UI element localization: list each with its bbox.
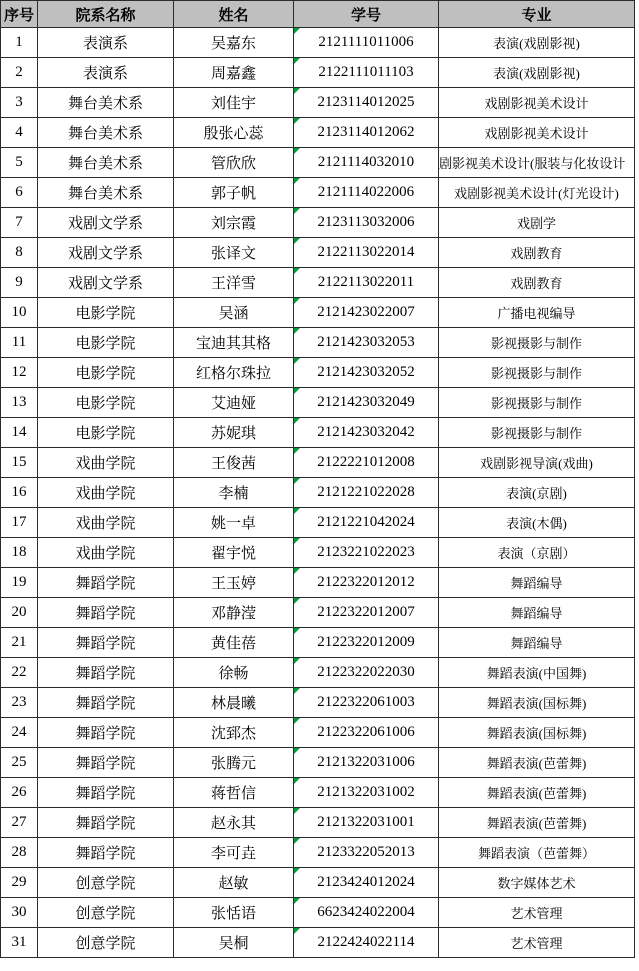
cell-student_id[interactable]	[294, 928, 439, 958]
green-corner-indicator-icon	[294, 58, 300, 64]
cell-major[interactable]: 影视摄影与制作	[439, 328, 635, 358]
cell-name[interactable]: 苏妮琪	[174, 418, 294, 448]
cell-student_id[interactable]	[294, 358, 439, 388]
cell-seq[interactable]: 20	[1, 598, 38, 628]
cell-name[interactable]: 邓静滢	[174, 598, 294, 628]
cell-seq[interactable]: 4	[1, 118, 38, 148]
table-row	[1, 118, 635, 148]
cell-seq[interactable]: 26	[1, 778, 38, 808]
cell-name[interactable]: 殷张心蕊	[174, 118, 294, 148]
green-corner-indicator-icon	[294, 508, 300, 514]
cell-student_id[interactable]	[294, 538, 439, 568]
cell-department[interactable]: 戏曲学院	[38, 478, 174, 508]
cell-department[interactable]: 舞蹈学院	[38, 718, 174, 748]
cell-seq[interactable]: 8	[1, 238, 38, 268]
cell-name[interactable]: 王玉婷	[174, 568, 294, 598]
cell-department[interactable]: 创意学院	[38, 928, 174, 958]
cell-major[interactable]: 广播电视编导	[439, 298, 635, 328]
cell-department[interactable]: 创意学院	[38, 898, 174, 928]
table-row	[1, 148, 635, 178]
table-row	[1, 478, 635, 508]
student-id-value: 2121114032010	[317, 154, 415, 170]
table-row	[1, 388, 635, 418]
cell-department[interactable]: 舞台美术系	[38, 148, 174, 178]
green-corner-indicator-icon	[294, 358, 300, 364]
header-cell-seq[interactable]: 序号	[1, 1, 38, 28]
cell-major[interactable]: 舞蹈表演(中国舞)	[439, 658, 635, 688]
cell-student_id[interactable]	[294, 268, 439, 298]
table-row	[1, 58, 635, 88]
cell-department[interactable]: 戏曲学院	[38, 448, 174, 478]
cell-department[interactable]: 舞台美术系	[38, 88, 174, 118]
student-id-value: 2122322012012	[317, 574, 415, 590]
student-id-value: 2121423032052	[317, 364, 415, 380]
green-corner-indicator-icon	[294, 88, 300, 94]
green-corner-indicator-icon	[294, 778, 300, 784]
cell-major[interactable]: 舞蹈表演(芭蕾舞)	[439, 808, 635, 838]
major-value-overflowing: 剧影视美术设计(服装与化妆设计	[439, 156, 626, 171]
cell-student_id[interactable]	[294, 898, 439, 928]
cell-student_id[interactable]	[294, 478, 439, 508]
green-corner-indicator-icon	[294, 298, 300, 304]
cell-student_id[interactable]	[294, 208, 439, 238]
green-corner-indicator-icon	[294, 148, 300, 154]
table-row	[1, 658, 635, 688]
cell-student_id[interactable]	[294, 718, 439, 748]
cell-seq[interactable]: 7	[1, 208, 38, 238]
student-id-value: 2123114012025	[317, 94, 415, 110]
table-row	[1, 598, 635, 628]
student-id-value: 2122322061003	[317, 694, 415, 710]
cell-major[interactable]: 舞蹈表演（芭蕾舞）	[439, 838, 635, 868]
student-id-value: 2121423032049	[317, 394, 415, 410]
student-id-value: 2121423022007	[317, 304, 415, 320]
cell-student_id[interactable]	[294, 58, 439, 88]
cell-major[interactable]: 舞蹈编导	[439, 568, 635, 598]
cell-major[interactable]: 艺术管理	[439, 928, 635, 958]
cell-major[interactable]: 戏剧学	[439, 208, 635, 238]
student-id-value: 2122424022114	[317, 934, 415, 950]
green-corner-indicator-icon	[294, 538, 300, 544]
cell-student_id[interactable]	[294, 628, 439, 658]
green-corner-indicator-icon	[294, 718, 300, 724]
table-row	[1, 688, 635, 718]
cell-student_id[interactable]	[294, 658, 439, 688]
cell-name[interactable]: 刘佳宇	[174, 88, 294, 118]
cell-major[interactable]: 舞蹈编导	[439, 628, 635, 658]
header-cell-name[interactable]: 姓名	[174, 1, 294, 28]
cell-name[interactable]: 周嘉鑫	[174, 58, 294, 88]
cell-student_id[interactable]	[294, 748, 439, 778]
green-corner-indicator-icon	[294, 178, 300, 184]
cell-department[interactable]: 电影学院	[38, 418, 174, 448]
cell-seq[interactable]: 12	[1, 358, 38, 388]
cell-major[interactable]: 舞蹈表演(国标舞)	[439, 688, 635, 718]
cell-student_id[interactable]	[294, 148, 439, 178]
cell-department[interactable]: 戏剧文学系	[38, 208, 174, 238]
student-id-value: 2121423032042	[317, 424, 415, 440]
cell-department[interactable]: 舞蹈学院	[38, 568, 174, 598]
cell-student_id[interactable]	[294, 178, 439, 208]
table-row	[1, 268, 635, 298]
cell-seq[interactable]: 9	[1, 268, 38, 298]
cell-name[interactable]: 赵敏	[174, 868, 294, 898]
cell-major[interactable]: 舞蹈表演(芭蕾舞)	[439, 778, 635, 808]
table-row	[1, 508, 635, 538]
table-row	[1, 358, 635, 388]
cell-seq[interactable]: 21	[1, 628, 38, 658]
cell-department[interactable]: 表演系	[38, 28, 174, 58]
student-id-value: 2121111011006	[318, 34, 414, 50]
student-id-value: 2123322052013	[317, 844, 415, 860]
cell-department[interactable]: 电影学院	[38, 298, 174, 328]
cell-name[interactable]: 宝迪其其格	[174, 328, 294, 358]
student-id-value: 2123424012024	[317, 874, 415, 890]
cell-major[interactable]: 戏剧教育	[439, 268, 635, 298]
table-row	[1, 178, 635, 208]
cell-student_id[interactable]	[294, 688, 439, 718]
table-row	[1, 328, 635, 358]
table-row	[1, 778, 635, 808]
cell-department[interactable]: 舞蹈学院	[38, 808, 174, 838]
cell-department[interactable]: 舞蹈学院	[38, 598, 174, 628]
table-row	[1, 808, 635, 838]
cell-department[interactable]: 舞蹈学院	[38, 688, 174, 718]
cell-name[interactable]: 吴嘉东	[174, 28, 294, 58]
cell-student_id[interactable]	[294, 118, 439, 148]
cell-seq[interactable]: 6	[1, 178, 38, 208]
green-corner-indicator-icon	[294, 838, 300, 844]
table-row	[1, 868, 635, 898]
table-row	[1, 88, 635, 118]
cell-student_id[interactable]	[294, 418, 439, 448]
cell-name[interactable]: 管欣欣	[174, 148, 294, 178]
green-corner-indicator-icon	[294, 928, 300, 934]
green-corner-indicator-icon	[294, 568, 300, 574]
cell-name[interactable]: 张译文	[174, 238, 294, 268]
cell-seq[interactable]: 28	[1, 838, 38, 868]
student-id-value: 2121114022006	[317, 184, 415, 200]
cell-department[interactable]: 舞台美术系	[38, 118, 174, 148]
cell-name[interactable]: 王洋雪	[174, 268, 294, 298]
table-row	[1, 748, 635, 778]
cell-department[interactable]: 戏曲学院	[38, 538, 174, 568]
table-header-row	[1, 1, 635, 28]
cell-major[interactable]: 戏剧影视美术设计	[439, 88, 635, 118]
cell-name[interactable]: 李楠	[174, 478, 294, 508]
student-id-value: 2123114012062	[317, 124, 415, 140]
cell-department[interactable]: 戏剧文学系	[38, 238, 174, 268]
student-id-value: 2122111011103	[318, 64, 414, 80]
cell-department[interactable]: 电影学院	[38, 388, 174, 418]
cell-name[interactable]: 吴涵	[174, 298, 294, 328]
cell-name[interactable]: 林晨曦	[174, 688, 294, 718]
cell-name[interactable]: 刘宗霞	[174, 208, 294, 238]
cell-name[interactable]: 姚一卓	[174, 508, 294, 538]
cell-major[interactable]: 戏剧教育	[439, 238, 635, 268]
table-body	[1, 28, 635, 958]
table-row	[1, 28, 635, 58]
table-row	[1, 418, 635, 448]
green-corner-indicator-icon	[294, 118, 300, 124]
cell-major[interactable]: 表演(木偶)	[439, 508, 635, 538]
cell-major[interactable]: 戏剧影视导演(戏曲)	[439, 448, 635, 478]
cell-department[interactable]: 表演系	[38, 58, 174, 88]
cell-department[interactable]: 舞蹈学院	[38, 628, 174, 658]
cell-major[interactable]: 戏剧影视美术设计(灯光设计)	[439, 178, 635, 208]
cell-major[interactable]: 数字媒体艺术	[439, 868, 635, 898]
cell-major[interactable]	[439, 148, 635, 178]
cell-student_id[interactable]	[294, 328, 439, 358]
cell-student_id[interactable]	[294, 808, 439, 838]
cell-major[interactable]: 艺术管理	[439, 898, 635, 928]
table-row	[1, 838, 635, 868]
cell-student_id[interactable]	[294, 28, 439, 58]
student-id-value: 2122322022030	[317, 664, 415, 680]
cell-seq[interactable]: 27	[1, 808, 38, 838]
cell-department[interactable]: 舞蹈学院	[38, 748, 174, 778]
student-id-value: 2121423032053	[317, 334, 415, 350]
cell-name[interactable]: 王俊茜	[174, 448, 294, 478]
green-corner-indicator-icon	[294, 748, 300, 754]
green-corner-indicator-icon	[294, 898, 300, 904]
cell-name[interactable]: 红格尔珠拉	[174, 358, 294, 388]
cell-department[interactable]: 戏剧文学系	[38, 268, 174, 298]
cell-name[interactable]: 艾迪娅	[174, 388, 294, 418]
cell-major[interactable]: 影视摄影与制作	[439, 388, 635, 418]
cell-seq[interactable]: 19	[1, 568, 38, 598]
cell-department[interactable]: 戏曲学院	[38, 508, 174, 538]
cell-name[interactable]: 沈郅杰	[174, 718, 294, 748]
table-row	[1, 298, 635, 328]
table-row	[1, 208, 635, 238]
student-id-value: 2121221022028	[317, 484, 415, 500]
table-row	[1, 538, 635, 568]
cell-major[interactable]: 影视摄影与制作	[439, 418, 635, 448]
green-corner-indicator-icon	[294, 28, 300, 34]
cell-seq[interactable]: 13	[1, 388, 38, 418]
cell-seq[interactable]: 18	[1, 538, 38, 568]
cell-seq[interactable]: 10	[1, 298, 38, 328]
cell-department[interactable]: 舞台美术系	[38, 178, 174, 208]
student-id-value: 2122322012007	[317, 604, 415, 620]
cell-name[interactable]: 蒋哲信	[174, 778, 294, 808]
student-id-value: 2121221042024	[317, 514, 415, 530]
table-row	[1, 718, 635, 748]
green-corner-indicator-icon	[294, 208, 300, 214]
cell-student_id[interactable]	[294, 238, 439, 268]
cell-major[interactable]: 舞蹈编导	[439, 598, 635, 628]
table-row	[1, 898, 635, 928]
header-cell-major[interactable]: 专业	[439, 1, 635, 28]
cell-seq[interactable]: 23	[1, 688, 38, 718]
green-corner-indicator-icon	[294, 478, 300, 484]
cell-seq[interactable]: 31	[1, 928, 38, 958]
table-row	[1, 568, 635, 598]
cell-student_id[interactable]	[294, 598, 439, 628]
green-corner-indicator-icon	[294, 238, 300, 244]
cell-student_id[interactable]	[294, 778, 439, 808]
cell-seq[interactable]: 3	[1, 88, 38, 118]
student-id-value: 6623424022004	[317, 904, 415, 920]
cell-student_id[interactable]	[294, 298, 439, 328]
cell-seq[interactable]: 16	[1, 478, 38, 508]
cell-department[interactable]: 舞蹈学院	[38, 778, 174, 808]
cell-name[interactable]: 张恬语	[174, 898, 294, 928]
cell-major[interactable]: 表演(京剧)	[439, 478, 635, 508]
cell-major[interactable]: 表演(戏剧影视)	[439, 58, 635, 88]
cell-major[interactable]: 影视摄影与制作	[439, 358, 635, 388]
green-corner-indicator-icon	[294, 658, 300, 664]
green-corner-indicator-icon	[294, 598, 300, 604]
green-corner-indicator-icon	[294, 388, 300, 394]
green-corner-indicator-icon	[294, 868, 300, 874]
cell-department[interactable]: 舞蹈学院	[38, 658, 174, 688]
cell-name[interactable]: 徐畅	[174, 658, 294, 688]
green-corner-indicator-icon	[294, 628, 300, 634]
cell-seq[interactable]: 24	[1, 718, 38, 748]
cell-major[interactable]: 舞蹈表演(芭蕾舞)	[439, 748, 635, 778]
table-row	[1, 628, 635, 658]
cell-seq[interactable]: 14	[1, 418, 38, 448]
cell-name[interactable]: 张腾元	[174, 748, 294, 778]
student-id-value: 2122322012009	[317, 634, 415, 650]
cell-student_id[interactable]	[294, 388, 439, 418]
student-id-value: 2121322031002	[317, 784, 415, 800]
student-id-value: 2122113022011	[317, 274, 415, 290]
green-corner-indicator-icon	[294, 688, 300, 694]
cell-seq[interactable]: 5	[1, 148, 38, 178]
cell-major[interactable]: 表演（京剧）	[439, 538, 635, 568]
cell-seq[interactable]: 2	[1, 58, 38, 88]
cell-seq[interactable]: 11	[1, 328, 38, 358]
green-corner-indicator-icon	[294, 268, 300, 274]
student-id-value: 2121322031001	[317, 814, 415, 830]
header-cell-department[interactable]: 院系名称	[38, 1, 174, 28]
cell-department[interactable]: 舞蹈学院	[38, 838, 174, 868]
cell-seq[interactable]: 29	[1, 868, 38, 898]
cell-name[interactable]: 吴桐	[174, 928, 294, 958]
table-row	[1, 448, 635, 478]
cell-name[interactable]: 李可垚	[174, 838, 294, 868]
cell-student_id[interactable]	[294, 838, 439, 868]
student-id-value: 2122113022014	[317, 244, 415, 260]
green-corner-indicator-icon	[294, 418, 300, 424]
green-corner-indicator-icon	[294, 808, 300, 814]
table-row	[1, 928, 635, 958]
student-id-value: 2123113032006	[317, 214, 415, 230]
cell-seq[interactable]: 25	[1, 748, 38, 778]
cell-name[interactable]: 赵永其	[174, 808, 294, 838]
cell-seq[interactable]: 1	[1, 28, 38, 58]
cell-major[interactable]: 表演(戏剧影视)	[439, 28, 635, 58]
cell-student_id[interactable]	[294, 88, 439, 118]
cell-name[interactable]: 黄佳蓓	[174, 628, 294, 658]
student-id-value: 2122221012008	[317, 454, 415, 470]
cell-seq[interactable]: 30	[1, 898, 38, 928]
cell-name[interactable]: 郭子帆	[174, 178, 294, 208]
cell-student_id[interactable]	[294, 448, 439, 478]
cell-department[interactable]: 电影学院	[38, 358, 174, 388]
cell-major[interactable]: 戏剧影视美术设计	[439, 118, 635, 148]
cell-seq[interactable]: 15	[1, 448, 38, 478]
student-id-value: 2121322031006	[317, 754, 415, 770]
green-corner-indicator-icon	[294, 448, 300, 454]
cell-student_id[interactable]	[294, 568, 439, 598]
header-cell-student_id[interactable]: 学号	[294, 1, 439, 28]
cell-student_id[interactable]	[294, 868, 439, 898]
cell-department[interactable]: 创意学院	[38, 868, 174, 898]
student-id-value: 2123221022023	[317, 544, 415, 560]
cell-name[interactable]: 翟宇悦	[174, 538, 294, 568]
student-id-value: 2122322061006	[317, 724, 415, 740]
cell-seq[interactable]: 22	[1, 658, 38, 688]
cell-major[interactable]: 舞蹈表演(国标舞)	[439, 718, 635, 748]
green-corner-indicator-icon	[294, 328, 300, 334]
cell-seq[interactable]: 17	[1, 508, 38, 538]
table-row	[1, 238, 635, 268]
cell-department[interactable]: 电影学院	[38, 328, 174, 358]
cell-student_id[interactable]	[294, 508, 439, 538]
